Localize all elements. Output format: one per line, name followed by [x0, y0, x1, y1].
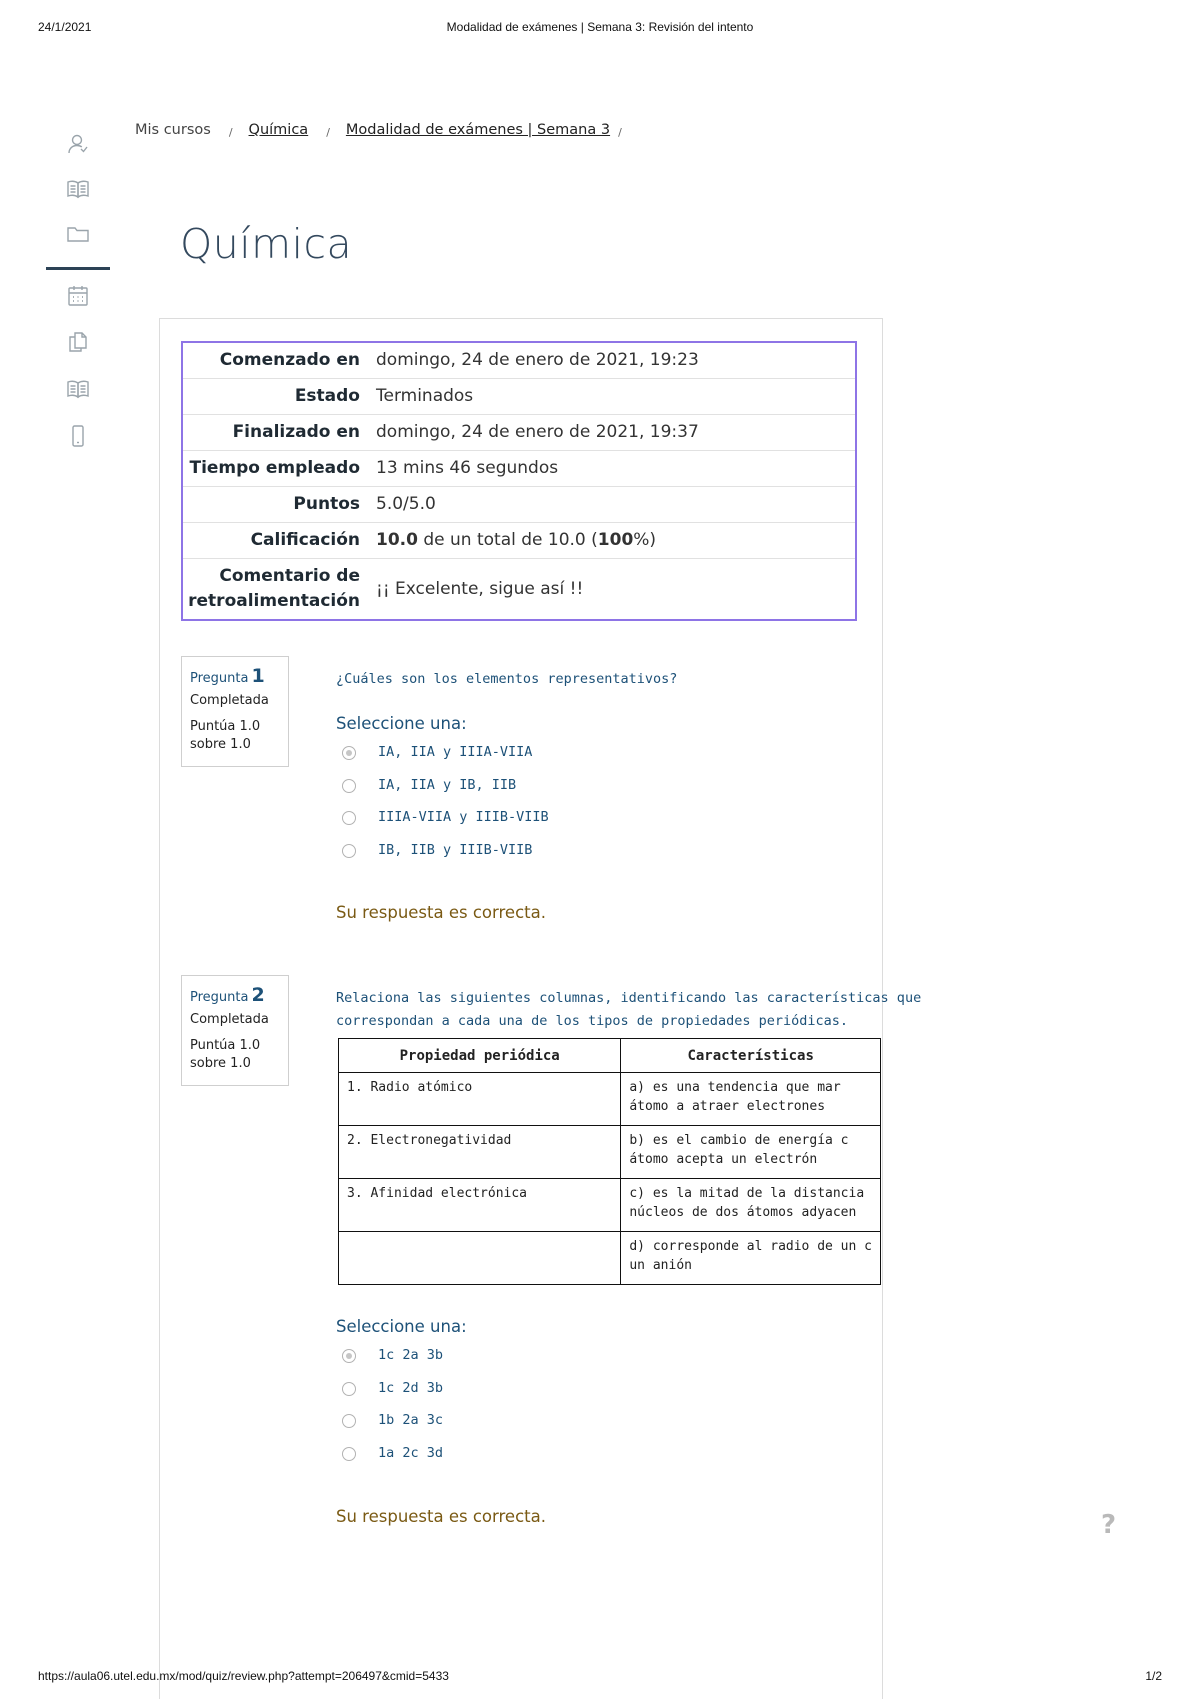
active-nav-indicator [46, 267, 110, 270]
question-state: Completada [190, 1012, 269, 1027]
question-text [336, 987, 921, 1033]
question-number-value: 2 [251, 984, 265, 1006]
radio-button[interactable] [342, 1447, 356, 1461]
summary-row [183, 523, 855, 559]
breadcrumb-course-link[interactable]: Química [248, 122, 309, 138]
breadcrumb-separator: / [326, 126, 330, 139]
print-date: 24/1/2021 [38, 20, 92, 34]
radio-button-selected[interactable] [342, 1349, 356, 1363]
option-label: IIIA-VIIA y IIIB-VIIB [378, 809, 549, 825]
table-cell: 3. Afinidad electrónica [339, 1179, 621, 1232]
radio-button[interactable] [342, 1414, 356, 1428]
question-text: ¿Cuáles son los elementos representativos? [336, 671, 678, 687]
grade-total: de un total de 10.0 ( [417, 530, 598, 550]
answer-prompt: Seleccione una: [336, 714, 467, 733]
radio-button[interactable] [342, 811, 356, 825]
calendar-icon[interactable] [66, 284, 90, 308]
summary-label: Finalizado en [183, 415, 370, 451]
table-header: Propiedad periódica [339, 1039, 621, 1073]
summary-label: Estado [183, 379, 370, 415]
question-number [190, 665, 288, 687]
summary-row [183, 487, 855, 523]
option-label: 1c 2d 3b [378, 1380, 444, 1396]
page-title: Química [180, 220, 353, 268]
summary-value: domingo, 24 de enero de 2021, 19:37 [370, 415, 855, 451]
table-row [339, 1126, 881, 1179]
cell-line: a) es una tendencia que mar [629, 1080, 841, 1095]
summary-row [183, 343, 855, 379]
radio-button[interactable] [342, 844, 356, 858]
option-label: IA, IIA y IB, IIB [378, 777, 517, 793]
book-icon[interactable] [66, 377, 90, 401]
summary-label: Tiempo empleado [183, 451, 370, 487]
summary-row [183, 379, 855, 415]
question-grade: Puntúa 1.0 sobre 1.0 [190, 1038, 261, 1071]
summary-value: 13 mins 46 segundos [370, 451, 855, 487]
summary-row [183, 451, 855, 487]
table-cell [621, 1179, 881, 1232]
question-text-line: correspondan a cada una de los tipos de propiedades periódicas. [336, 1013, 849, 1029]
cell-line: núcleos de dos átomos adyacen [629, 1205, 857, 1220]
summary-label: Puntos [183, 487, 370, 523]
print-page-number: 1/2 [1145, 1669, 1162, 1683]
option-label: 1b 2a 3c [378, 1412, 444, 1428]
answer-feedback: Su respuesta es correcta. [336, 1507, 546, 1526]
table-header: Características [621, 1039, 881, 1073]
cell-line: b) es el cambio de energía c [629, 1133, 849, 1148]
summary-label: Calificación [183, 523, 370, 559]
cell-line: c) es la mitad de la distancia [629, 1186, 865, 1201]
table-cell [621, 1232, 881, 1285]
question-info-box [181, 656, 289, 767]
cell-line: átomo acepta un electrón [629, 1152, 818, 1167]
files-icon[interactable] [66, 330, 90, 354]
table-cell [339, 1232, 621, 1285]
help-icon[interactable]: ? [1101, 1510, 1117, 1540]
cell-line: d) corresponde al radio de un c [629, 1239, 872, 1254]
print-title: Modalidad de exámenes | Semana 3: Revisión del intento [446, 20, 754, 34]
mobile-icon[interactable] [66, 424, 90, 448]
option-label: IA, IIA y IIIA-VIIA [378, 744, 533, 760]
breadcrumb-separator: / [618, 126, 622, 139]
table-cell: 1. Radio atómico [339, 1073, 621, 1126]
question-info-box [181, 975, 289, 1086]
option-label: IB, IIB y IIIB-VIIB [378, 842, 533, 858]
table-cell [621, 1126, 881, 1179]
book-icon[interactable] [66, 177, 90, 201]
participants-icon[interactable] [66, 132, 90, 156]
question-number [190, 984, 288, 1006]
summary-value [370, 523, 855, 559]
table-row [339, 1073, 881, 1126]
breadcrumb-my-courses[interactable]: Mis cursos [135, 122, 211, 138]
table-cell [621, 1073, 881, 1126]
grade-percent: 100 [597, 530, 634, 550]
question-state: Completada [190, 693, 269, 708]
radio-button[interactable] [342, 1382, 356, 1396]
table-row [339, 1179, 881, 1232]
cell-line: un anión [629, 1258, 692, 1273]
answer-prompt: Seleccione una: [336, 1317, 467, 1336]
breadcrumb-quiz-link[interactable]: Modalidad de exámenes | Semana 3 [345, 122, 611, 138]
grade-end: %) [633, 530, 657, 550]
question-number-value: 1 [251, 665, 265, 687]
question-label: Pregunta [190, 990, 249, 1005]
radio-button[interactable] [342, 779, 356, 793]
breadcrumb [135, 122, 638, 139]
answer-feedback: Su respuesta es correcta. [336, 903, 546, 922]
grade-score: 10.0 [376, 530, 418, 550]
option-label: 1c 2a 3b [378, 1347, 444, 1363]
summary-row [183, 559, 855, 620]
periodic-properties-table [338, 1038, 881, 1289]
cell-line: átomo a atraer electrones [629, 1099, 826, 1114]
question-text-line: Relaciona las siguientes columnas, identificando las características que [336, 990, 922, 1006]
summary-label: Comenzado en [219, 350, 360, 370]
attempt-summary-table [181, 341, 857, 621]
summary-row [183, 415, 855, 451]
question-grade: Puntúa 1.0 sobre 1.0 [190, 719, 261, 752]
option-label: 1a 2c 3d [378, 1445, 444, 1461]
summary-value: 5.0/5.0 [370, 487, 855, 523]
radio-button-selected[interactable] [342, 746, 356, 760]
table-row [339, 1232, 881, 1285]
folder-icon[interactable] [66, 222, 90, 246]
table-cell: 2. Electronegatividad [339, 1126, 621, 1179]
summary-value: domingo, 24 de enero de 2021, 19:23 [376, 350, 699, 370]
summary-value: Terminados [370, 379, 855, 415]
summary-label: Comentario de retroalimentación [183, 559, 370, 620]
question-label: Pregunta [190, 671, 249, 686]
print-url: https://aula06.utel.edu.mx/mod/quiz/review.php?attempt=206497&cmid=5433 [38, 1669, 449, 1683]
breadcrumb-separator: / [228, 126, 233, 139]
summary-value: ¡¡ Excelente, sigue así !! [370, 559, 855, 620]
